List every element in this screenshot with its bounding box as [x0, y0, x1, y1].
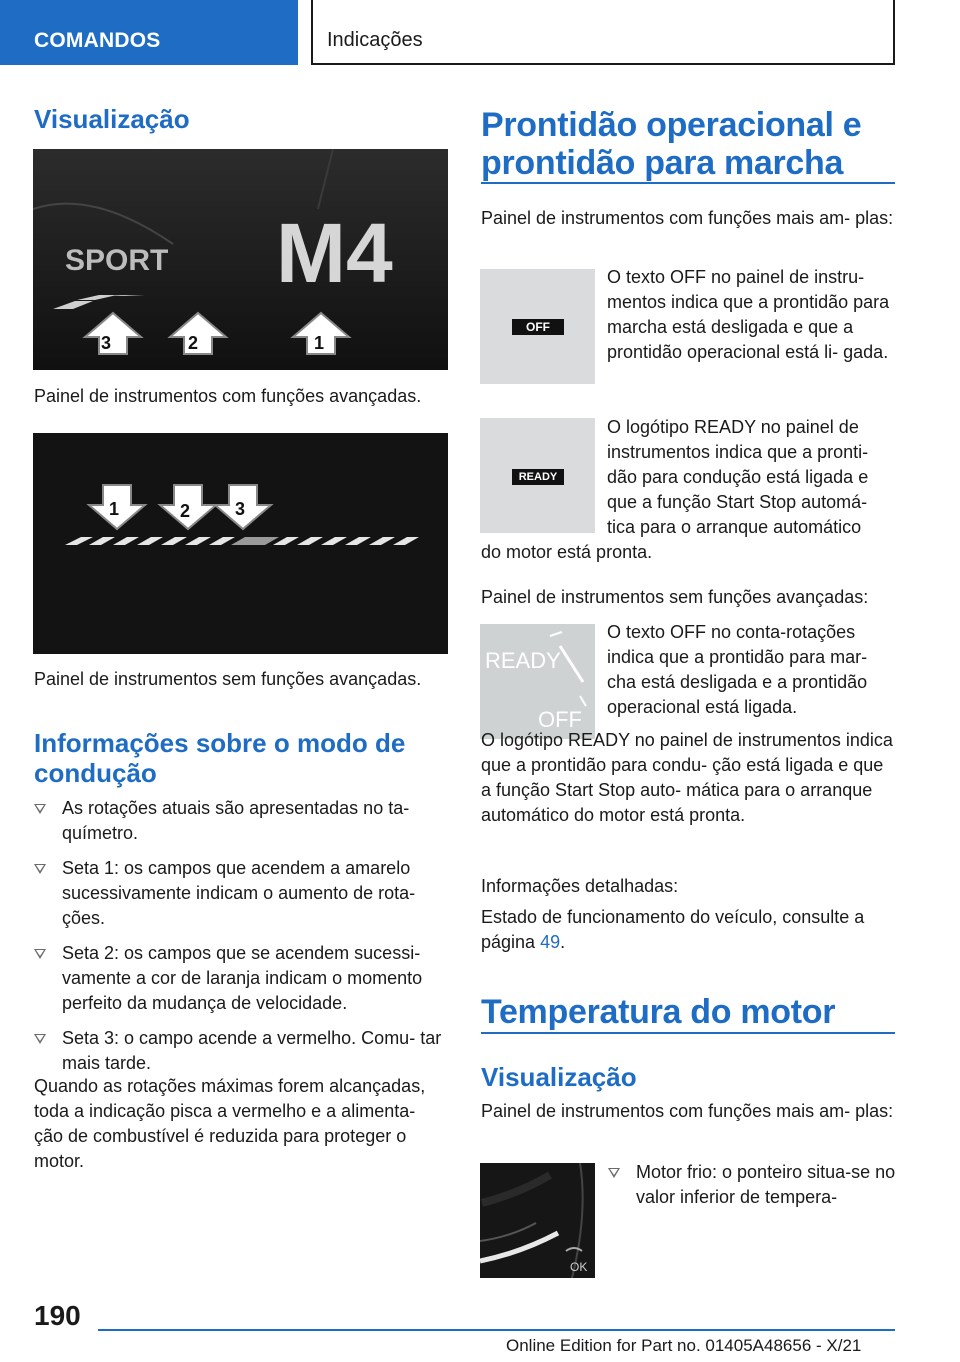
- cluster-basic-graphic: [33, 433, 448, 654]
- ready-badge: READY: [512, 469, 564, 485]
- heading-rule: [481, 182, 895, 184]
- estado-reference: Estado de funcionamento do veículo, consulte a página 49.: [481, 907, 865, 952]
- bullet-triangle-icon: [34, 949, 46, 959]
- visualizacao-heading: Visualização: [34, 104, 190, 134]
- off-badge: OFF: [512, 319, 564, 335]
- bullet-triangle-icon: [608, 1168, 620, 1178]
- svg-text:2: 2: [188, 333, 199, 353]
- svg-text:3: 3: [101, 333, 112, 353]
- intro-basic: Painel de instrumentos sem funções avançadas:: [481, 587, 869, 607]
- bullet-triangle-icon: [34, 864, 46, 874]
- page-number: 190: [34, 1300, 81, 1331]
- temperature-gauge-graphic: [480, 1163, 595, 1278]
- footer-rule: [98, 1329, 895, 1331]
- ready-description-end: do motor está pronta.: [481, 542, 653, 562]
- prontidao-heading: Prontidão operacional e prontidão para marcha: [481, 106, 862, 182]
- off-indicator-image: [480, 269, 595, 384]
- temperature-gauge-image: [480, 1163, 595, 1278]
- svg-text:OFF: OFF: [538, 707, 582, 732]
- temperature-heading: Temperatura do motor: [481, 993, 836, 1031]
- intro-advanced: Painel de instrumentos com funções mais am‐ plas:: [481, 208, 894, 228]
- off-description: O texto OFF no painel de instru‐ mentos indica que a prontidão para marcha está desligada e que a prontidão operacional está li‐ gada.: [607, 267, 890, 362]
- info-heading: Informações sobre o modo de condução: [34, 728, 406, 788]
- off2-description: O texto OFF no conta-rotações indica que a prontidão para mar‐ cha está desligada e a prontidão operacional está ligada.: [607, 622, 868, 717]
- section-tab: COMANDOS: [0, 0, 298, 65]
- temperature-visualizacao-heading: Visualização: [481, 1062, 637, 1092]
- ready2-description: O logótipo READY no painel de instrumentos indica que a prontidão para condu‐ ção está ligada e que a função Start Stop auto‐ mática para o arranque automático do motor está pronta.: [481, 730, 893, 825]
- more-info: Informações detalhadas:: [481, 876, 679, 896]
- caption-basic: Painel de instrumentos sem funções avançadas.: [34, 669, 422, 689]
- tachometer-image: [480, 624, 595, 739]
- temperature-intro: Painel de instrumentos com funções mais am‐ plas:: [481, 1101, 894, 1121]
- svg-text:1: 1: [314, 333, 325, 353]
- svg-text:2: 2: [180, 501, 191, 521]
- bullet-triangle-icon: [34, 804, 46, 814]
- cluster-image-advanced: [33, 149, 448, 370]
- heading-rule: [481, 1032, 895, 1034]
- section-title: Indicações: [311, 0, 895, 65]
- svg-text:1: 1: [109, 499, 120, 519]
- closing-paragraph: Quando as rotações máximas forem alcançadas, toda a indicação pisca a vermelho e a alimenta‐ ção de combustível é reduzida para proteger o motor.: [34, 1076, 426, 1171]
- list-item: Seta 3: o campo acende a vermelho. Comu‐ tar mais tarde.: [34, 1026, 448, 1076]
- gear-label: M4: [276, 206, 393, 300]
- list-item: As rotações atuais são apresentadas no ta‐ químetro.: [34, 796, 448, 846]
- svg-text:OK: OK: [570, 1260, 588, 1274]
- svg-text:3: 3: [235, 499, 246, 519]
- temperature-list: [608, 1160, 896, 1220]
- ready-description: O logótipo READY no painel de instrumentos indica que a pronti‐ dão para condução está ligada e que a função Start Stop automá‐ tica para o arranque automático: [607, 417, 869, 537]
- sport-label: SPORT: [65, 244, 169, 277]
- caption-advanced: Painel de instrumentos com funções avançadas.: [34, 386, 422, 406]
- bullet-triangle-icon: [34, 1034, 46, 1044]
- tachometer-graphic: [480, 624, 595, 739]
- drive-mode-list: [34, 796, 448, 1086]
- list-item: Seta 2: os campos que se acendem sucessi‐ vamente a cor de laranja indicam o momento perfeito da mudança de velocidade.: [34, 941, 448, 1016]
- page-link[interactable]: 49: [540, 932, 561, 952]
- edition-footer: Online Edition for Part no. 01405A48656 - X/21: [506, 1336, 862, 1355]
- list-item: Motor frio: o ponteiro situa-se no valor inferior de tempera‐: [608, 1160, 896, 1210]
- list-item: Seta 1: os campos que acendem a amarelo sucessivamente indicam o aumento de rota‐ ções.: [34, 856, 448, 931]
- cluster-advanced-graphic: [33, 149, 448, 370]
- svg-text:READY: READY: [485, 648, 561, 673]
- ready-indicator-image: [480, 418, 595, 533]
- cluster-image-basic: [33, 433, 448, 654]
